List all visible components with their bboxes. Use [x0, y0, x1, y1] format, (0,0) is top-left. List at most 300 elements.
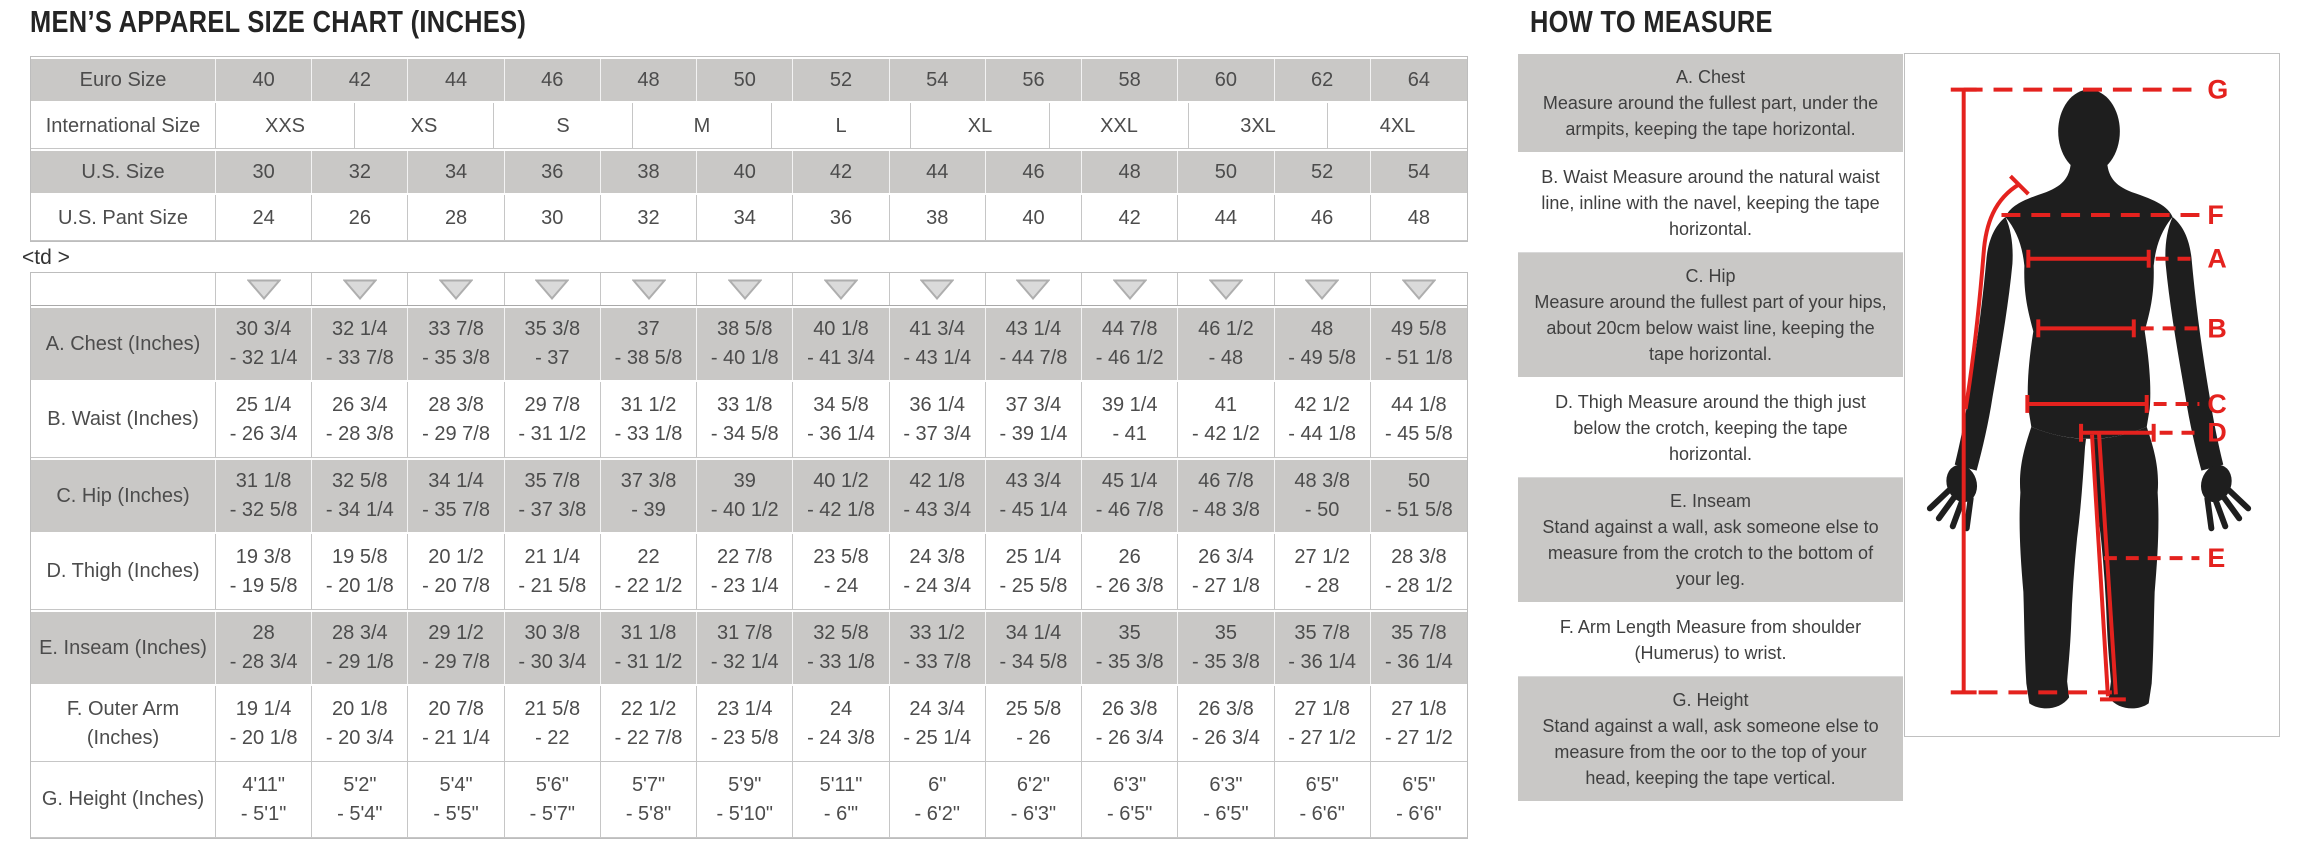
stray-td-text: <td > — [22, 246, 70, 269]
range-cell — [1371, 686, 1467, 761]
size-value-cell: 26 — [312, 195, 408, 240]
range-high: - 24 3/4 — [903, 574, 972, 597]
range-high: - 33 1/8 — [807, 651, 875, 673]
range-cell — [1082, 686, 1178, 761]
range-low: 6'3" — [1113, 773, 1147, 796]
range-cell — [408, 612, 504, 684]
range-high: - 39 1/4 — [999, 422, 1068, 445]
size-value-cell: 44 — [890, 151, 986, 193]
range-cell — [986, 308, 1082, 380]
range-cell — [505, 612, 601, 684]
size-value-cell: 46 — [986, 151, 1082, 193]
range-cell — [1178, 686, 1274, 761]
range-low: 35 — [1214, 622, 1238, 644]
column-header-cell — [505, 273, 601, 305]
range-cell — [986, 534, 1082, 609]
triangle-down-icon — [728, 279, 762, 300]
range-cell — [505, 308, 601, 380]
range-high: - 34 1/4 — [325, 499, 394, 521]
range-high: - 50 — [1304, 499, 1340, 521]
range-cell — [1275, 308, 1371, 380]
range-high: - 36 1/4 — [1288, 651, 1357, 673]
range-high: - 28 3/4 — [229, 651, 298, 673]
range-cell — [1371, 460, 1467, 532]
triangle-down-icon — [1402, 279, 1436, 300]
range-cell — [601, 382, 697, 457]
range-high: - 24 3/8 — [807, 726, 875, 749]
size-value-cell: 62 — [1275, 59, 1371, 101]
instruction-item — [1518, 677, 1903, 803]
range-cell — [408, 382, 504, 457]
range-low: 35 7/8 — [1391, 622, 1447, 644]
size-value-cell: 32 — [312, 151, 408, 193]
range-high: - 43 1/4 — [903, 347, 972, 369]
instruction-item — [1518, 379, 1903, 478]
row-label: U.S. Size — [31, 151, 216, 193]
range-high: - 41 — [1112, 422, 1147, 445]
range-high: - 39 — [631, 499, 666, 521]
range-high: - 29 7/8 — [422, 651, 490, 673]
size-value-cell: S — [494, 103, 633, 148]
range-high: - 33 7/8 — [903, 651, 972, 673]
range-low: 50 — [1407, 470, 1430, 492]
column-header-cell — [408, 273, 504, 305]
range-low: 44 1/8 — [1391, 393, 1447, 416]
size-value-cell: 44 — [1178, 195, 1274, 240]
range-low: 21 5/8 — [524, 697, 581, 720]
instruction-text: Stand against a wall, ask someone else to measure from the crotch to the bottom of your leg. — [1542, 517, 1879, 589]
triangle-down-icon — [632, 279, 666, 300]
range-high: - 20 1/8 — [325, 574, 394, 597]
measure-instructions-list — [1518, 54, 1903, 803]
measure-table-row — [31, 610, 1467, 686]
range-high: - 27 1/8 — [1192, 574, 1260, 597]
range-cell — [505, 686, 601, 761]
range-low: 41 3/4 — [909, 318, 966, 340]
column-header-cell — [986, 273, 1082, 305]
size-value-cell: 46 — [1275, 195, 1371, 240]
size-value-cell: 34 — [697, 195, 793, 240]
size-value-cell: 60 — [1178, 59, 1274, 101]
range-low: 26 3/4 — [1198, 545, 1254, 568]
range-high: - 20 3/4 — [325, 726, 394, 749]
range-low: 39 — [733, 470, 756, 492]
range-cell — [1371, 382, 1467, 457]
range-high: - 6'6" — [1396, 802, 1442, 825]
size-value-cell: 58 — [1082, 59, 1178, 101]
range-high: - 23 1/4 — [710, 574, 779, 597]
instruction-heading: E. Inseam — [1669, 491, 1752, 511]
range-cell — [312, 686, 408, 761]
range-low: 37 3/8 — [620, 470, 677, 492]
row-label: F. Outer Arm (Inches) — [31, 686, 216, 761]
range-low: 4'11" — [242, 773, 286, 796]
size-value-cell: 30 — [505, 195, 601, 240]
instruction-text: B. Waist Measure around the natural waist line, inline with the navel, keeping the tape horizontal. — [1541, 167, 1880, 239]
size-value-cell: 42 — [312, 59, 408, 101]
size-value-cell: 50 — [697, 59, 793, 101]
instruction-item — [1518, 478, 1903, 604]
size-value-cell: 40 — [697, 151, 793, 193]
range-low: 19 1/4 — [235, 697, 292, 720]
range-cell — [890, 308, 986, 380]
range-low: 5'2" — [343, 773, 377, 796]
column-header-cell — [216, 273, 312, 305]
range-cell — [601, 612, 697, 684]
column-header-cell — [1371, 273, 1467, 305]
range-high: - 33 1/8 — [614, 422, 683, 445]
range-high: - 32 1/4 — [229, 347, 298, 369]
range-cell — [793, 460, 889, 532]
range-cell — [1178, 762, 1274, 837]
size-table-row — [31, 57, 1467, 103]
size-value-cell: M — [633, 103, 772, 148]
range-cell — [1275, 460, 1371, 532]
range-high: - 36 1/4 — [1384, 651, 1453, 673]
size-value-cell: 46 — [505, 59, 601, 101]
range-low: 24 3/8 — [909, 545, 966, 568]
instruction-text: F. Arm Length Measure from shoulder (Humerus) to wrist. — [1559, 617, 1862, 663]
size-value-cell: XXL — [1050, 103, 1189, 148]
range-low: 34 1/4 — [428, 470, 484, 492]
column-header-cell — [1082, 273, 1178, 305]
range-high: - 44 1/8 — [1288, 422, 1357, 445]
figure-label-b: B — [2207, 313, 2227, 344]
range-cell — [697, 762, 793, 837]
range-high: - 48 — [1208, 347, 1244, 369]
size-conversion-table — [30, 56, 1468, 242]
instruction-item — [1518, 253, 1903, 379]
triangle-down-icon — [1016, 279, 1050, 300]
range-cell — [408, 762, 504, 837]
range-cell — [1082, 308, 1178, 380]
range-low: 46 7/8 — [1198, 470, 1254, 492]
range-low: 37 — [637, 318, 660, 340]
range-cell — [793, 382, 889, 457]
range-cell — [505, 534, 601, 609]
range-high: - 22 1/2 — [614, 574, 683, 597]
range-cell — [793, 762, 889, 837]
body-silhouette — [1930, 90, 2248, 709]
range-high: - 31 1/2 — [614, 651, 683, 673]
range-low: 46 1/2 — [1198, 318, 1254, 340]
range-high: - 45 5/8 — [1384, 422, 1453, 445]
range-low: 24 3/4 — [909, 697, 966, 720]
range-low: 31 1/8 — [235, 470, 292, 492]
range-high: - 34 5/8 — [710, 422, 779, 445]
range-low: 48 — [1311, 318, 1334, 340]
range-high: - 22 — [535, 726, 570, 749]
range-low: 35 7/8 — [1294, 622, 1350, 644]
row-label: E. Inseam (Inches) — [31, 612, 216, 684]
row-label: B. Waist (Inches) — [31, 382, 216, 457]
column-header-cell — [1178, 273, 1274, 305]
range-high: - 32 1/4 — [710, 651, 779, 673]
how-to-measure-title: HOW TO MEASURE — [1530, 4, 1773, 39]
range-cell — [601, 460, 697, 532]
range-cell — [1082, 612, 1178, 684]
range-low: 19 5/8 — [332, 545, 388, 568]
size-value-cell: 48 — [1082, 151, 1178, 193]
range-low: 40 1/8 — [813, 318, 869, 340]
range-low: 30 3/4 — [235, 318, 292, 340]
instruction-item — [1518, 154, 1903, 253]
range-cell — [216, 308, 312, 380]
range-low: 5'9" — [728, 773, 762, 796]
instruction-text: Measure around the fullest part, under the armpits, keeping the tape horizontal. — [1542, 93, 1879, 139]
range-low: 6'2" — [1016, 773, 1051, 796]
range-low: 32 5/8 — [332, 470, 388, 492]
range-cell — [408, 534, 504, 609]
range-high: - 40 1/8 — [710, 347, 779, 369]
size-value-cell: 52 — [1275, 151, 1371, 193]
range-high: - 31 1/2 — [518, 422, 587, 445]
range-high: - 51 1/8 — [1384, 347, 1453, 369]
range-cell — [793, 686, 889, 761]
range-cell — [408, 460, 504, 532]
measure-table-header-row — [31, 273, 1467, 306]
range-high: - 26 3/8 — [1095, 574, 1164, 597]
size-value-cell: XS — [355, 103, 494, 148]
range-cell — [1275, 686, 1371, 761]
range-low: 24 — [829, 697, 853, 720]
range-cell — [1082, 534, 1178, 609]
figure-label-e: E — [2207, 543, 2226, 574]
range-high: - 42 1/8 — [807, 499, 875, 521]
range-low: 25 1/4 — [235, 393, 292, 416]
range-high: - 38 5/8 — [614, 347, 683, 369]
triangle-down-icon — [920, 279, 954, 300]
range-low: 27 1/8 — [1391, 697, 1447, 720]
range-low: 31 1/8 — [620, 622, 677, 644]
range-cell — [1371, 612, 1467, 684]
range-high: - 26 — [1016, 726, 1051, 749]
measure-table-row — [31, 762, 1467, 838]
range-cell — [986, 686, 1082, 761]
range-low: 28 3/4 — [332, 622, 388, 644]
range-high: - 5'8" — [625, 802, 672, 825]
size-value-cell: 36 — [793, 195, 889, 240]
range-low: 26 3/4 — [332, 393, 388, 416]
range-high: - 6'5" — [1203, 802, 1249, 825]
range-high: - 27 1/2 — [1288, 726, 1357, 749]
range-high: - 5'7" — [529, 802, 575, 825]
range-cell — [986, 382, 1082, 457]
range-low: 35 — [1118, 622, 1141, 644]
instruction-text: Stand against a wall, ask someone else to measure from the oor to the top of your head, keeping the tape vertical. — [1542, 716, 1879, 788]
range-cell — [890, 762, 986, 837]
range-high: - 35 3/8 — [422, 347, 490, 369]
size-table-row — [31, 195, 1467, 241]
range-low: 33 7/8 — [428, 318, 484, 340]
range-low: 26 3/8 — [1198, 697, 1254, 720]
triangle-down-icon — [535, 279, 569, 300]
range-cell — [1178, 612, 1274, 684]
instruction-text: D. Thigh Measure around the thigh just below the crotch, keeping the tape horizontal. — [1555, 392, 1866, 464]
range-cell — [408, 308, 504, 380]
size-chart-section — [22, 0, 1468, 856]
triangle-down-icon — [247, 279, 281, 300]
range-cell — [697, 612, 793, 684]
range-low: 40 1/2 — [813, 470, 869, 492]
triangle-down-icon — [343, 279, 377, 300]
range-high: - 30 3/4 — [518, 651, 587, 673]
range-low: 28 3/8 — [1391, 545, 1447, 568]
range-cell — [1082, 762, 1178, 837]
range-cell — [890, 534, 986, 609]
range-high: - 29 7/8 — [422, 422, 490, 445]
range-cell — [986, 460, 1082, 532]
range-high: - 33 7/8 — [325, 347, 394, 369]
range-high: - 32 5/8 — [229, 499, 298, 521]
range-low: 45 1/4 — [1101, 470, 1158, 492]
range-low: 5'7" — [631, 773, 666, 796]
range-low: 35 3/8 — [524, 318, 581, 340]
row-label: D. Thigh (Inches) — [31, 534, 216, 609]
triangle-down-icon — [1113, 279, 1147, 300]
measure-table-row — [31, 382, 1467, 458]
range-low: 38 5/8 — [716, 318, 773, 340]
range-high: - 43 3/4 — [903, 499, 972, 521]
range-cell — [216, 686, 312, 761]
size-value-cell: 56 — [986, 59, 1082, 101]
size-value-cell: 44 — [408, 59, 504, 101]
range-low: 28 3/8 — [428, 393, 484, 416]
size-value-cell: 4XL — [1379, 114, 1416, 137]
size-value-cell: XXS — [216, 103, 355, 148]
range-cell — [1178, 534, 1274, 609]
size-value-cell: 48 — [601, 59, 697, 101]
range-low: 5'11" — [819, 773, 863, 796]
range-cell — [890, 382, 986, 457]
range-high: - 5'5" — [433, 802, 479, 825]
range-cell — [697, 686, 793, 761]
range-low: 27 1/2 — [1294, 545, 1350, 568]
row-label: Euro Size — [31, 59, 216, 101]
range-high: - 21 5/8 — [518, 574, 587, 597]
range-low: 41 — [1214, 393, 1238, 416]
measure-table-row — [31, 534, 1467, 610]
range-high: - 6'" — [823, 802, 859, 825]
range-cell — [793, 308, 889, 380]
size-value-cell: 36 — [505, 151, 601, 193]
size-value-cell: 34 — [408, 151, 504, 193]
column-header-cell — [312, 273, 408, 305]
row-label: C. Hip (Inches) — [31, 460, 216, 532]
range-low: 22 — [637, 545, 660, 568]
column-header-cell — [697, 273, 793, 305]
range-cell — [1178, 382, 1274, 457]
range-cell — [216, 460, 312, 532]
size-value-cell: 48 — [1407, 206, 1430, 229]
range-cell — [312, 534, 408, 609]
size-value-cell: 32 — [601, 195, 697, 240]
range-low: 25 5/8 — [1005, 697, 1062, 720]
range-high: - 21 1/4 — [422, 726, 490, 749]
range-cell — [216, 612, 312, 684]
range-low: 23 5/8 — [813, 545, 869, 568]
size-value-cell: 50 — [1178, 151, 1274, 193]
range-high: - 25 5/8 — [999, 574, 1068, 597]
size-table-row — [31, 103, 1467, 149]
column-header-cell — [890, 273, 986, 305]
range-high: - 23 5/8 — [710, 726, 779, 749]
figure-label-g: G — [2207, 74, 2229, 105]
how-to-measure-section — [1518, 0, 2288, 856]
triangle-down-icon — [439, 279, 473, 300]
range-high: - 5'4" — [337, 802, 383, 825]
range-low: 5'6" — [535, 773, 569, 796]
range-low: 48 3/8 — [1294, 470, 1350, 492]
range-high: - 48 3/8 — [1192, 499, 1260, 521]
range-cell — [986, 762, 1082, 837]
range-cell — [1178, 308, 1274, 380]
range-low: 20 1/2 — [428, 545, 484, 568]
range-cell — [1371, 534, 1467, 609]
measure-table-row — [31, 686, 1467, 762]
range-high: - 37 3/4 — [903, 422, 972, 445]
range-high: - 36 1/4 — [807, 422, 875, 445]
size-value-cell: 54 — [890, 59, 986, 101]
measurement-figure — [1904, 53, 2280, 737]
range-cell — [1275, 612, 1371, 684]
range-cell — [1275, 382, 1371, 457]
range-cell — [890, 460, 986, 532]
range-low: 33 1/2 — [909, 622, 966, 644]
range-high: - 27 1/2 — [1384, 726, 1453, 749]
range-low: 23 1/4 — [716, 697, 773, 720]
hand-fingers — [1930, 490, 2248, 528]
range-low: 19 3/8 — [235, 545, 292, 568]
size-value-cell: 42 — [793, 151, 889, 193]
page-title: MEN’S APPAREL SIZE CHART (INCHES) — [30, 4, 527, 39]
range-cell — [216, 762, 312, 837]
range-cell — [1371, 762, 1467, 837]
range-low: 27 1/8 — [1294, 697, 1350, 720]
column-header-cell — [793, 273, 889, 305]
range-high: - 44 7/8 — [999, 347, 1068, 369]
size-value-cell: 38 — [601, 151, 697, 193]
range-low: 20 7/8 — [428, 697, 484, 720]
range-high: - 25 1/4 — [903, 726, 972, 749]
range-low: 26 3/8 — [1101, 697, 1158, 720]
range-cell — [505, 460, 601, 532]
range-low: 36 1/4 — [909, 393, 966, 416]
range-low: 43 3/4 — [1005, 470, 1062, 492]
instruction-item — [1518, 604, 1903, 677]
instruction-heading: C. Hip — [1685, 266, 1736, 286]
range-cell — [312, 308, 408, 380]
range-cell — [793, 534, 889, 609]
measure-table-row — [31, 458, 1467, 534]
range-low: 21 1/4 — [524, 545, 581, 568]
range-cell — [601, 308, 697, 380]
range-low: 26 — [1118, 545, 1141, 568]
range-low: 34 1/4 — [1005, 622, 1062, 644]
instruction-text: Measure around the fullest part of your hips, about 20cm below waist line, keeping the tape horizontal. — [1534, 292, 1887, 364]
range-low: 22 1/2 — [620, 697, 677, 720]
range-low: 43 1/4 — [1005, 318, 1062, 340]
size-value-cell: 30 — [216, 151, 312, 193]
range-low: 5'4" — [439, 773, 473, 796]
range-low: 30 3/8 — [524, 622, 581, 644]
range-cell — [1082, 382, 1178, 457]
range-high: - 34 5/8 — [999, 651, 1068, 673]
range-high: - 26 3/4 — [229, 422, 298, 445]
row-label: A. Chest (Inches) — [31, 308, 216, 380]
range-high: - 24 — [823, 574, 859, 597]
range-low: 35 7/8 — [524, 470, 581, 492]
